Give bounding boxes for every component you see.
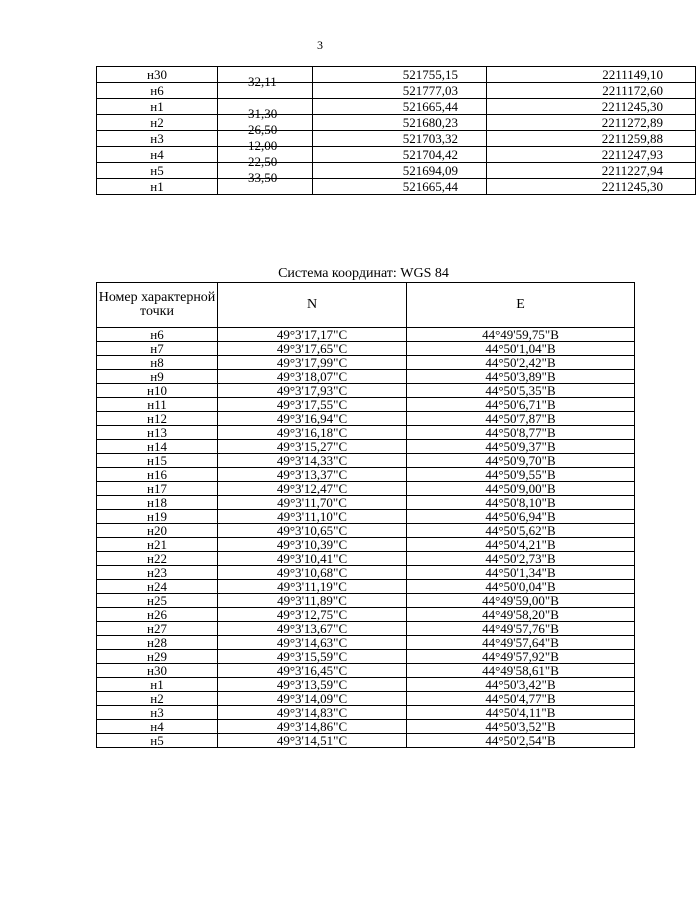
y-coordinate-cell: 2211272,89 <box>487 115 696 131</box>
longitude-cell: 44°50'2,73"В <box>407 552 635 566</box>
point-number-cell: н1 <box>97 678 218 692</box>
latitude-cell: 49°3'10,41"С <box>218 552 407 566</box>
latitude-cell: 49°3'11,89"С <box>218 594 407 608</box>
segment-length-wrapper <box>218 67 312 89</box>
segment-length-wrapper <box>218 131 312 153</box>
x-coordinate-cell: 521704,42 <box>313 147 487 163</box>
longitude-cell: 44°50'3,42"В <box>407 678 635 692</box>
longitude-cell: 44°49'58,20"В <box>407 608 635 622</box>
longitude-cell: 44°50'9,70"В <box>407 454 635 468</box>
latitude-cell: 49°3'13,37"С <box>218 468 407 482</box>
table-row <box>97 412 635 426</box>
table-row <box>97 496 635 510</box>
table-row <box>97 99 696 115</box>
longitude-cell: 44°50'1,04"В <box>407 342 635 356</box>
latitude-cell: 49°3'14,83"С <box>218 706 407 720</box>
table-row <box>97 720 635 734</box>
table-row <box>97 356 635 370</box>
longitude-cell: 44°49'58,61"В <box>407 664 635 678</box>
latitude-cell: 49°3'17,99"С <box>218 356 407 370</box>
point-number-cell: н2 <box>97 115 218 131</box>
table-row <box>97 115 696 131</box>
point-number-cell: н2 <box>97 692 218 706</box>
point-number-cell: н4 <box>97 147 218 163</box>
longitude-cell: 44°50'5,35"В <box>407 384 635 398</box>
latitude-cell: 49°3'15,59"С <box>218 650 407 664</box>
point-number-cell: н23 <box>97 566 218 580</box>
table-row <box>97 594 635 608</box>
latitude-cell: 49°3'10,68"С <box>218 566 407 580</box>
segment-length-cell <box>218 163 313 185</box>
segment-length-cell <box>218 83 313 99</box>
longitude-cell: 44°50'3,89"В <box>407 370 635 384</box>
table-row <box>97 692 635 706</box>
y-coordinate-cell: 2211172,60 <box>487 83 696 99</box>
segment-length: 26,50 <box>248 122 278 137</box>
table-row <box>97 706 635 720</box>
longitude-cell: 44°50'4,77"В <box>407 692 635 706</box>
longitude-cell: 44°50'9,37"В <box>407 440 635 454</box>
point-number-cell: н22 <box>97 552 218 566</box>
latitude-cell: 49°3'13,67"С <box>218 622 407 636</box>
table-row <box>97 482 635 496</box>
table-row <box>97 650 635 664</box>
segment-length-wrapper <box>218 83 312 98</box>
table-row <box>97 524 635 538</box>
latitude-cell: 49°3'14,33"С <box>218 454 407 468</box>
latitude-cell: 49°3'14,09"С <box>218 692 407 706</box>
point-number-cell: н11 <box>97 398 218 412</box>
page-number: 3 <box>317 38 323 52</box>
point-number-cell: н26 <box>97 608 218 622</box>
wgs84-coordinates-table <box>96 282 635 748</box>
latitude-cell: 49°3'13,59"С <box>218 678 407 692</box>
segment-length-cell <box>218 67 313 89</box>
point-number-cell: н10 <box>97 384 218 398</box>
longitude-cell: 44°50'1,34"В <box>407 566 635 580</box>
point-number-cell: н6 <box>97 328 218 342</box>
table-row <box>97 678 635 692</box>
latitude-cell: 49°3'11,19"С <box>218 580 407 594</box>
latitude-cell: 49°3'12,47"С <box>218 482 407 496</box>
longitude-cell: 44°49'57,64"В <box>407 636 635 650</box>
latitude-cell: 49°3'16,45"С <box>218 664 407 678</box>
latitude-cell: 49°3'17,93"С <box>218 384 407 398</box>
point-number-cell: н7 <box>97 342 218 356</box>
longitude-cell: 44°49'57,76"В <box>407 622 635 636</box>
longitude-cell: 44°50'7,87"В <box>407 412 635 426</box>
x-coordinate-cell: 521665,44 <box>313 179 487 195</box>
table-row <box>97 83 696 99</box>
latitude-cell: 49°3'17,65"С <box>218 342 407 356</box>
table-row <box>97 566 635 580</box>
table-row <box>97 636 635 650</box>
coordinate-system-title: Система координат: WGS 84 <box>278 266 449 281</box>
table-row <box>97 510 635 524</box>
segment-length: 12,00 <box>248 138 278 153</box>
point-number-cell: н13 <box>97 426 218 440</box>
point-number-cell: н12 <box>97 412 218 426</box>
segment-length: 31,30 <box>248 106 278 121</box>
longitude-cell: 44°50'8,10"В <box>407 496 635 510</box>
point-number-cell: н28 <box>97 636 218 650</box>
longitude-cell: 44°50'6,71"В <box>407 398 635 412</box>
table-row <box>97 426 635 440</box>
latitude-cell: 49°3'17,55"С <box>218 398 407 412</box>
segment-length-wrapper <box>218 163 312 185</box>
table-header-row <box>97 283 635 328</box>
longitude-cell: 44°50'4,11"В <box>407 706 635 720</box>
longitude-cell: 44°50'9,00"В <box>407 482 635 496</box>
latitude-cell: 49°3'10,65"С <box>218 524 407 538</box>
point-number-cell: н24 <box>97 580 218 594</box>
segment-length-wrapper <box>218 115 312 137</box>
point-number-cell: н19 <box>97 510 218 524</box>
point-number-cell: н9 <box>97 370 218 384</box>
table-row <box>97 179 696 195</box>
segment-length-cell <box>218 115 313 137</box>
x-coordinate-cell: 521777,03 <box>313 83 487 99</box>
point-number-cell: н25 <box>97 594 218 608</box>
segment-length: 32,11 <box>248 74 277 89</box>
header-point-number: Номер характерной точки <box>97 283 218 328</box>
point-number-cell: н29 <box>97 650 218 664</box>
longitude-cell: 44°50'2,42"В <box>407 356 635 370</box>
latitude-cell: 49°3'14,51"С <box>218 734 407 748</box>
latitude-cell: 49°3'17,17"С <box>218 328 407 342</box>
point-number-cell: н27 <box>97 622 218 636</box>
longitude-cell: 44°50'6,94"В <box>407 510 635 524</box>
y-coordinate-cell: 2211245,30 <box>487 99 696 115</box>
table-row <box>97 131 696 147</box>
table-row <box>97 328 635 342</box>
segment-length-cell <box>218 147 313 169</box>
table-row <box>97 580 635 594</box>
table-row <box>97 440 635 454</box>
y-coordinate-cell: 2211149,10 <box>487 67 696 83</box>
latitude-cell: 49°3'11,70"С <box>218 496 407 510</box>
segment-length-cell <box>218 131 313 153</box>
x-coordinate-cell: 521703,32 <box>313 131 487 147</box>
point-number-cell: н1 <box>97 179 218 195</box>
point-number-cell: н14 <box>97 440 218 454</box>
point-number-cell: н8 <box>97 356 218 370</box>
point-number-cell: н6 <box>97 83 218 99</box>
longitude-cell: 44°50'9,55"В <box>407 468 635 482</box>
table-row <box>97 342 635 356</box>
longitude-cell: 44°49'59,00"В <box>407 594 635 608</box>
table-row <box>97 538 635 552</box>
segment-length-wrapper <box>218 179 312 194</box>
table-row <box>97 468 635 482</box>
table-row <box>97 370 635 384</box>
x-coordinate-cell: 521665,44 <box>313 99 487 115</box>
latitude-cell: 49°3'12,75"С <box>218 608 407 622</box>
point-number-cell: н5 <box>97 734 218 748</box>
segment-length-cell <box>218 179 313 195</box>
point-number-cell: н3 <box>97 706 218 720</box>
longitude-cell: 44°50'2,54"В <box>407 734 635 748</box>
table-row <box>97 454 635 468</box>
latitude-cell: 49°3'10,39"С <box>218 538 407 552</box>
table-row <box>97 67 696 83</box>
segment-length: 33,50 <box>248 170 278 185</box>
point-number-cell: н18 <box>97 496 218 510</box>
y-coordinate-cell: 2211245,30 <box>487 179 696 195</box>
header-longitude: E <box>407 283 635 328</box>
y-coordinate-cell: 2211247,93 <box>487 147 696 163</box>
point-number-cell: н20 <box>97 524 218 538</box>
table-row <box>97 384 635 398</box>
point-number-cell: н21 <box>97 538 218 552</box>
point-number-cell: н30 <box>97 67 218 83</box>
latitude-cell: 49°3'14,86"С <box>218 720 407 734</box>
longitude-cell: 44°50'3,52"В <box>407 720 635 734</box>
x-coordinate-cell: 521694,09 <box>313 163 487 179</box>
table-row <box>97 622 635 636</box>
y-coordinate-cell: 2211227,94 <box>487 163 696 179</box>
longitude-cell: 44°49'59,75"В <box>407 328 635 342</box>
point-number-cell: н15 <box>97 454 218 468</box>
latitude-cell: 49°3'16,94"С <box>218 412 407 426</box>
point-number-cell: н3 <box>97 131 218 147</box>
longitude-cell: 44°50'4,21"В <box>407 538 635 552</box>
table-row <box>97 398 635 412</box>
point-number-cell: н30 <box>97 664 218 678</box>
latitude-cell: 49°3'15,27"С <box>218 440 407 454</box>
segment-length-wrapper <box>218 99 312 121</box>
point-number-cell: н16 <box>97 468 218 482</box>
table-row <box>97 664 635 678</box>
header-latitude: N <box>218 283 407 328</box>
segment-length: 22,50 <box>248 154 278 169</box>
latitude-cell: 49°3'18,07"С <box>218 370 407 384</box>
point-number-cell: н1 <box>97 99 218 115</box>
table-row <box>97 734 635 748</box>
longitude-cell: 44°50'0,04"В <box>407 580 635 594</box>
boundary-points-table <box>96 66 696 195</box>
point-number-cell: н17 <box>97 482 218 496</box>
segment-length-wrapper <box>218 147 312 169</box>
table-row <box>97 163 696 179</box>
table-row <box>97 147 696 163</box>
point-number-cell: н5 <box>97 163 218 179</box>
latitude-cell: 49°3'14,63"С <box>218 636 407 650</box>
latitude-cell: 49°3'16,18"С <box>218 426 407 440</box>
point-number-cell: н4 <box>97 720 218 734</box>
x-coordinate-cell: 521680,23 <box>313 115 487 131</box>
longitude-cell: 44°49'57,92"В <box>407 650 635 664</box>
segment-length-cell <box>218 99 313 121</box>
y-coordinate-cell: 2211259,88 <box>487 131 696 147</box>
latitude-cell: 49°3'11,10"С <box>218 510 407 524</box>
table-row <box>97 552 635 566</box>
table-row <box>97 608 635 622</box>
longitude-cell: 44°50'5,62"В <box>407 524 635 538</box>
x-coordinate-cell: 521755,15 <box>313 67 487 83</box>
longitude-cell: 44°50'8,77"В <box>407 426 635 440</box>
